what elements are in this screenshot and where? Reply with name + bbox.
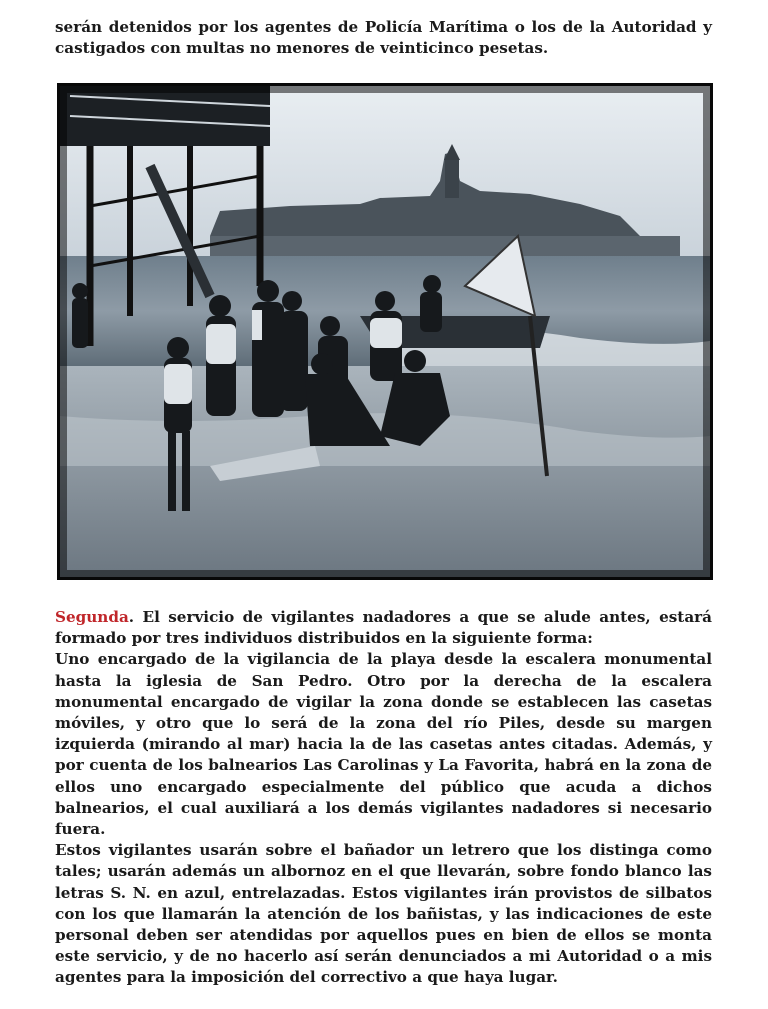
paragraph-vigilantes-attire: Estos vigilantes usarán sobre el bañador un letrero que los distinga como tales; usarán además un albornoz en el que llevarán, sobre fondo blanco las letras S. N. en azul, entrelazadas. Estos vigilantes irán provistos de silbatos con los que llamarán la atención de los bañistas, y las indicaciones de este personal deben ser atendidas por aquellos pues en bien de ellos se monta este servicio, y de no hacerlo así serán denunciados a mi Autoridad o a mis agentes para la imposición del correctivo a que haya lugar. [55,841,712,987]
church-tower [445,158,459,198]
historic-beach-photo [57,83,713,580]
wet-sand [60,366,710,577]
paragraph-vigilance-zones: Uno encargado de la vigilancia de la playa desde la escalera monumental hasta la iglesia de San Pedro. Otro por la derecha de la escalera monumental encargado de vigilar la zona donde se establecen las casetas móviles, y otro que lo será de la zona del río Piles, desde su margen izquierda (mirando al mar) hacia la de las casetas antes citadas. Además, y por cuenta de los balnearios Las Carolinas y La Favorita, habrá en la zona de ellos uno encargado especialmente del público que acuda a dichos balnearios, el cual auxiliará a los demás vigilantes nadadores si necesario fuera. [55,650,712,839]
photo-illustration [60,86,710,577]
lead-word: Segunda [55,608,129,626]
lead-rest: . El servicio de vigilantes nadadores a que se alude antes, estará formado por tres individuos distribuidos en la siguiente forma: [55,608,712,648]
paragraph-segunda [55,607,712,649]
intro-paragraph [55,17,712,59]
intro-text: serán detenidos por los agentes de Policía Marítima o los de la Autoridad y castigados con multas no menores de veinticinco pesetas. [55,18,712,58]
body-text [55,607,712,989]
